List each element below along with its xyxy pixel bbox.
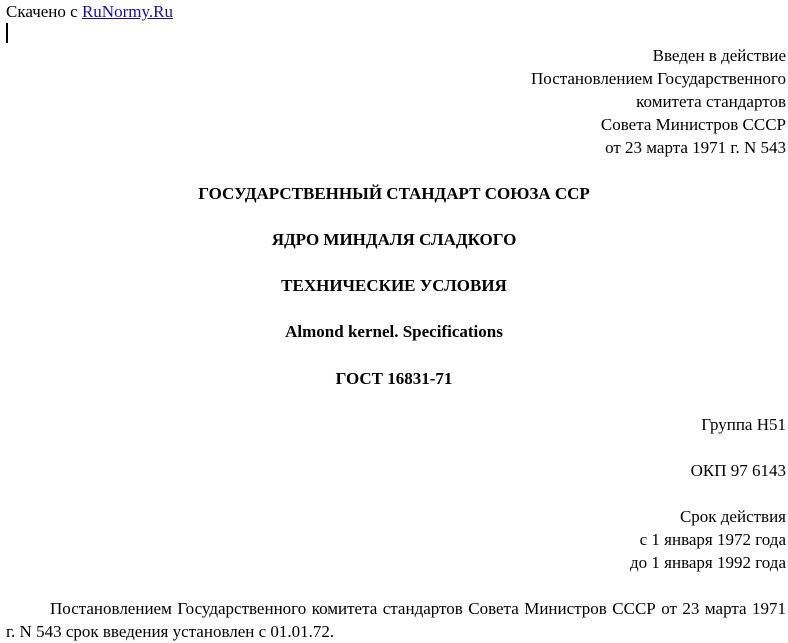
- intro-line: Введен в действие: [652, 46, 786, 65]
- text-cursor: [6, 23, 8, 43]
- gost-number: ГОСТ 16831-71: [335, 369, 453, 388]
- validity-line: Срок действия: [679, 507, 786, 526]
- validity-line: с 1 января 1972 года: [639, 530, 786, 549]
- intro-line: Постановлением Государственного: [531, 69, 786, 88]
- group-code: Группа Н51: [701, 415, 786, 434]
- source-line: [6, 0, 173, 23]
- conditions-heading: ТЕХНИЧЕСКИЕ УСЛОВИЯ: [281, 276, 507, 295]
- product-heading: ЯДРО МИНДАЛЯ СЛАДКОГО: [271, 230, 517, 249]
- introduction-block: [531, 44, 786, 159]
- intro-line: Совета Министров СССР: [600, 115, 786, 134]
- validity-line: до 1 января 1992 года: [630, 553, 786, 572]
- validity-block: [630, 505, 786, 574]
- english-title: Almond kernel. Specifications: [285, 322, 503, 341]
- source-prefix: Скачено с: [6, 2, 82, 21]
- state-standard-heading: ГОСУДАРСТВЕННЫЙ СТАНДАРТ СОЮЗА ССР: [198, 184, 590, 203]
- intro-line: от 23 марта 1971 г. N 543: [605, 138, 786, 157]
- okp-code: ОКП 97 6143: [690, 461, 786, 480]
- intro-line: комитета стандартов: [636, 92, 786, 111]
- decree-paragraph: Постановлением Государственного комитета стандартов Совета Министров СССР от 23 марта 1971 г. N 543 срок введения установлен с 01.01.72.: [6, 599, 786, 641]
- source-link[interactable]: RuNormy.Ru: [81, 2, 173, 21]
